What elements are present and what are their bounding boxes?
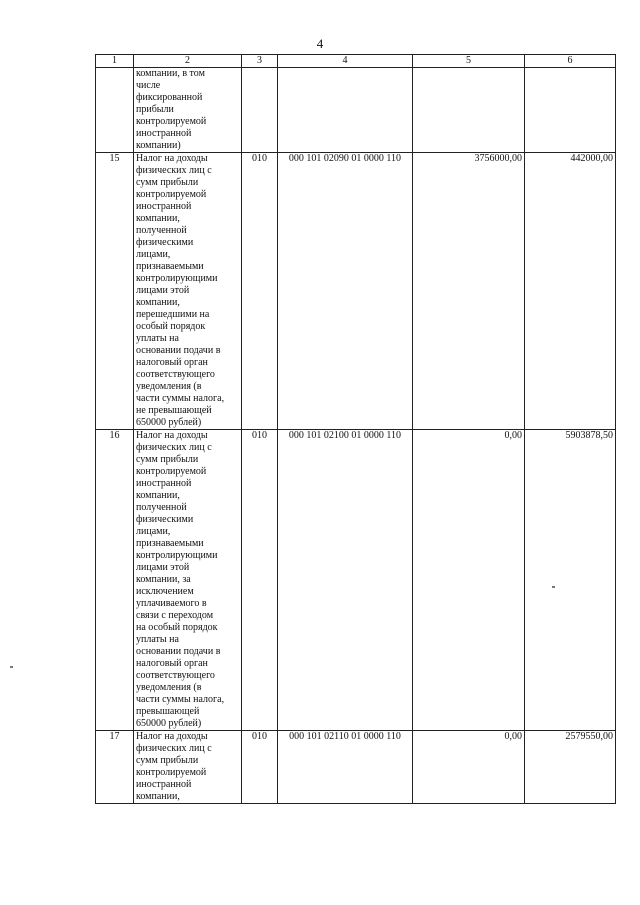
indicator-name-line: физических лиц с	[136, 165, 212, 176]
column-header: 2	[134, 55, 242, 68]
table-row	[96, 68, 616, 153]
indicator-name-line: исключением	[136, 586, 194, 597]
row-number-cell: 15	[96, 153, 134, 430]
value-col5-cell: 3756000,00	[413, 153, 525, 430]
indicator-name-cell	[134, 731, 242, 804]
indicator-name-line: компании,	[136, 791, 180, 802]
indicator-name-line: иностранной	[136, 128, 192, 139]
scan-speck	[10, 666, 13, 668]
indicator-name-line: полученной	[136, 225, 187, 236]
column-header: 6	[525, 55, 616, 68]
indicator-name-line: перешедшими на	[136, 309, 210, 320]
budget-code-cell	[278, 68, 413, 153]
indicator-name-line: уведомления (в	[136, 381, 202, 392]
indicator-name-line: контролируемой	[136, 466, 207, 477]
table-row	[96, 153, 616, 430]
indicator-name-line: признаваемыми	[136, 538, 204, 549]
header-row	[96, 55, 616, 68]
indicator-name-line: иностранной	[136, 201, 192, 212]
indicator-name-line: 650000 рублей)	[136, 718, 202, 729]
budget-code-cell: 000 101 02100 01 0000 110	[278, 430, 413, 731]
table-row	[96, 731, 616, 804]
indicator-name-line: физическими	[136, 514, 194, 525]
column-header: 4	[278, 55, 413, 68]
indicator-name-line: сумм прибыли	[136, 177, 199, 188]
indicator-name-line: лицами этой	[136, 285, 190, 296]
row-number-cell: 17	[96, 731, 134, 804]
indicator-name-line: 650000 рублей)	[136, 417, 202, 428]
indicator-name-line: фиксированной	[136, 92, 203, 103]
indicator-name-line: основании подачи в	[136, 646, 221, 657]
budget-code-cell: 000 101 02090 01 0000 110	[278, 153, 413, 430]
indicator-name-line: физическими	[136, 237, 194, 248]
indicator-name-line: связи с переходом	[136, 610, 214, 621]
indicator-name-line: части суммы налога,	[136, 694, 225, 705]
indicator-name-cell	[134, 153, 242, 430]
indicator-name-line: компании,	[136, 490, 180, 501]
value-col6-cell: 2579550,00	[525, 731, 616, 804]
indicator-name-line: контролируемой	[136, 116, 207, 127]
indicator-name-line: лицами этой	[136, 562, 190, 573]
line-code-cell: 010	[242, 430, 278, 731]
value-col5-cell: 0,00	[413, 430, 525, 731]
indicator-name-cell	[134, 68, 242, 153]
indicator-name-line: основании подачи в	[136, 345, 221, 356]
value-col6-cell: 5903878,50	[525, 430, 616, 731]
indicator-name-line: компании, в том	[136, 68, 205, 79]
scan-speck	[552, 586, 555, 588]
indicator-name-line: Налог на доходы	[136, 731, 208, 742]
line-code-cell	[242, 68, 278, 153]
indicator-name-line: контролируемой	[136, 189, 207, 200]
indicator-name-line: уплаты на	[136, 333, 179, 344]
indicator-name-line: физических лиц с	[136, 743, 212, 754]
indicator-name-cell	[134, 430, 242, 731]
indicator-name-line: лицами,	[136, 249, 171, 260]
indicator-name-line: уведомления (в	[136, 682, 202, 693]
indicator-name-line: соответствующего	[136, 369, 215, 380]
indicator-name-line: компании)	[136, 140, 181, 151]
indicator-name-line: лицами,	[136, 526, 171, 537]
indicator-name-line: компании, за	[136, 574, 191, 585]
value-col6-cell: 442000,00	[525, 153, 616, 430]
line-code-cell: 010	[242, 153, 278, 430]
indicator-name-line: признаваемыми	[136, 261, 204, 272]
indicator-name-line: сумм прибыли	[136, 454, 199, 465]
page-number: 4	[316, 36, 324, 51]
value-col5-cell	[413, 68, 525, 153]
indicator-name-line: иностранной	[136, 779, 192, 790]
indicator-name-line: Налог на доходы	[136, 153, 208, 164]
indicator-name-line: компании,	[136, 297, 180, 308]
indicator-name-line: контролирующими	[136, 550, 218, 561]
column-header: 5	[413, 55, 525, 68]
indicator-name-line: физических лиц с	[136, 442, 212, 453]
indicator-name-line: полученной	[136, 502, 187, 513]
indicator-name-line: не превышающей	[136, 405, 212, 416]
value-col6-cell	[525, 68, 616, 153]
indicator-name-line: уплаты на	[136, 634, 179, 645]
indicator-name-line: числе	[136, 80, 161, 91]
indicator-name-line: на особый порядок	[136, 622, 218, 633]
column-header: 3	[242, 55, 278, 68]
value-col5-cell: 0,00	[413, 731, 525, 804]
table-row	[96, 430, 616, 731]
indicator-name-line: соответствующего	[136, 670, 215, 681]
indicator-name-line: прибыли	[136, 104, 174, 115]
indicator-name-line: Налог на доходы	[136, 430, 208, 441]
indicator-name-line: компании,	[136, 213, 180, 224]
column-header: 1	[96, 55, 134, 68]
indicator-name-line: контролируемой	[136, 767, 207, 778]
line-code-cell: 010	[242, 731, 278, 804]
indicator-name-line: контролирующими	[136, 273, 218, 284]
row-number-cell: 16	[96, 430, 134, 731]
report-table	[95, 54, 616, 804]
budget-code-cell: 000 101 02110 01 0000 110	[278, 731, 413, 804]
row-number-cell	[96, 68, 134, 153]
indicator-name-line: сумм прибыли	[136, 755, 199, 766]
indicator-name-line: превышающей	[136, 706, 200, 717]
indicator-name-line: иностранной	[136, 478, 192, 489]
indicator-name-line: налоговый орган	[136, 658, 208, 669]
indicator-name-line: особый порядок	[136, 321, 206, 332]
indicator-name-line: части суммы налога,	[136, 393, 225, 404]
indicator-name-line: налоговый орган	[136, 357, 208, 368]
indicator-name-line: уплачиваемого в	[136, 598, 207, 609]
